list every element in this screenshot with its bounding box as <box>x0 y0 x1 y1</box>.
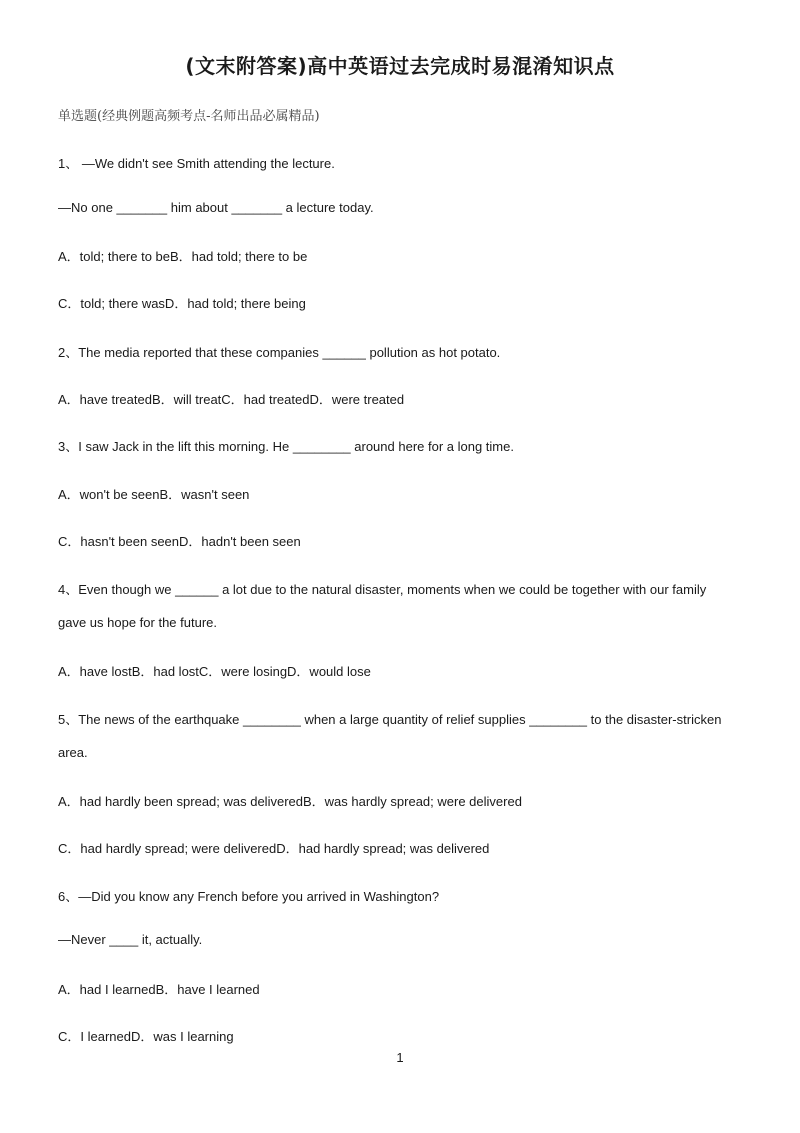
q6-options-cd: C．I learnedD．was I learning <box>58 1029 234 1044</box>
q3-question: 3、I saw Jack in the lift this morning. He ________ around here for a long time. <box>58 439 514 454</box>
section-subtitle: 单选题(经典例题高频考点-名师出品必属精品) <box>58 109 320 124</box>
q1-question: 1、 —We didn't see Smith attending the lecture. <box>58 156 335 171</box>
q6-options-ab: A．had I learnedB．have I learned <box>58 982 260 997</box>
q3-options-ab: A．won't be seenB．wasn't seen <box>58 487 250 502</box>
q1-options-cd: C．told; there wasD．had told; there being <box>58 296 306 311</box>
q5-question-cont: area. <box>58 745 88 760</box>
q5-question: 5、The news of the earthquake ________ when a large quantity of relief supplies ________ to the disaster-stricken <box>58 712 722 727</box>
q4-options: A．have lostB．had lostC．were losingD．would lose <box>58 664 371 679</box>
q4-question: 4、Even though we ______ a lot due to the natural disaster, moments when we could be together with our family <box>58 582 707 597</box>
page-number: 1 <box>396 1050 404 1065</box>
q2-question: 2、The media reported that these companies ______ pollution as hot potato. <box>58 345 501 360</box>
q4-question-cont: gave us hope for the future. <box>58 615 217 630</box>
q1-options-ab: A．told; there to beB．had told; there to be <box>58 249 308 264</box>
q2-options: A．have treatedB．will treatC．had treatedD．were treated <box>58 392 405 407</box>
q1-response: —No one _______ him about _______ a lecture today. <box>58 200 374 215</box>
q6-response: —Never ____ it, actually. <box>58 932 203 947</box>
q5-options-ab: A．had hardly been spread; was deliveredB．was hardly spread; were delivered <box>58 794 522 809</box>
q5-options-cd: C．had hardly spread; were deliveredD．had hardly spread; was delivered <box>58 841 490 856</box>
q6-question: 6、—Did you know any French before you arrived in Washington? <box>58 889 440 904</box>
q3-options-cd: C．hasn't been seenD．hadn't been seen <box>58 534 301 549</box>
document-title: (文末附答案)高中英语过去完成时易混淆知识点 <box>185 54 615 78</box>
